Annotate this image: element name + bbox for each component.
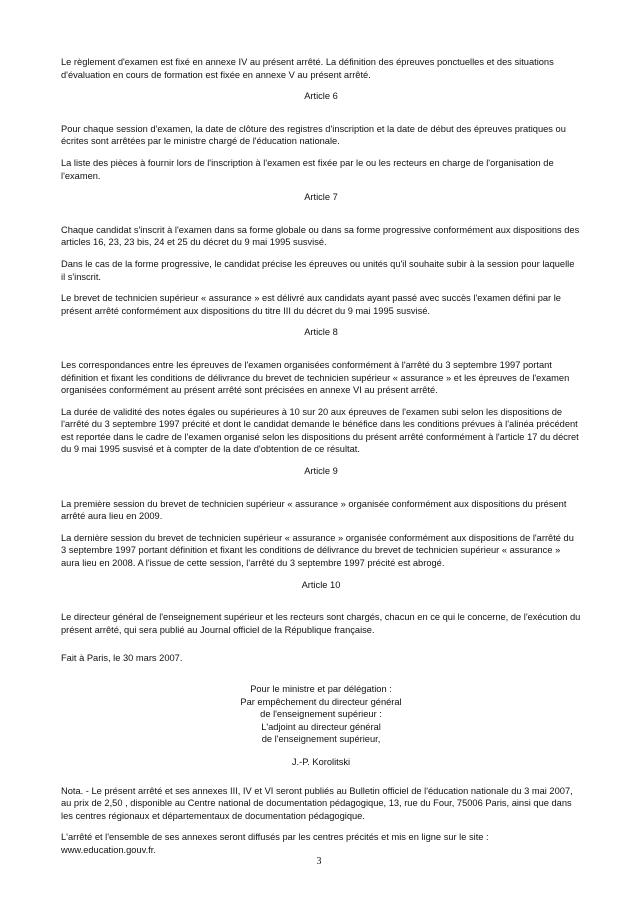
article-6-heading: Article 6: [304, 91, 338, 102]
signature-line: de l'enseignement supérieur :: [260, 709, 382, 720]
paragraph: La liste des pièces à fournir lors de l'inscription à l'examen est fixée par le ou les recteurs en charge de l'organisation de l'examen.: [61, 157, 554, 181]
signature-line: Par empêchement du directeur général: [240, 696, 402, 707]
signature-line: L'adjoint au directeur général: [261, 721, 381, 732]
paragraph: Dans le cas de la forme progressive, le candidat précise les épreuves ou unités qu'il souhaite subir à la session pour laquelle il s'inscrit.: [61, 258, 575, 282]
document-page: [61, 56, 581, 866]
signature-line: Pour le ministre et par délégation :: [250, 684, 392, 694]
paragraph: Le brevet de technicien supérieur « assurance » est délivré aux candidats ayant passé avec succès l'examen défini par le présent arrêté conformément aux dispositions du titre III du décret du 9 mai 1995 susvisé.: [61, 293, 561, 316]
page-number: 3: [316, 856, 322, 867]
signature-line: de l'enseignement supérieur,: [261, 734, 381, 745]
paragraph: Chaque candidat s'inscrit à l'examen dans sa forme globale ou dans sa forme progressive conformément aux dispositions des articles 16, 23, 23 bis, 24 et 25 du décret du 9 mai 1995 susvisé.: [61, 224, 580, 248]
paragraph: Le directeur général de l'enseignement supérieur et les recteurs sont chargés, chacun en ce qui le concerne, de l'exécution du présent arrêté, qui sera publié au Journal officiel de la République française.: [61, 612, 581, 635]
paragraph: La première session du brevet de technicien supérieur « assurance » organisée conformément aux dispositions du présent arrêté aura lieu en 2009.: [61, 498, 567, 522]
article-9-heading: Article 9: [304, 466, 338, 477]
paragraph: La durée de validité des notes égales ou supérieures à 10 sur 20 aux épreuves de l'examen subi selon les dispositions de l'arrêté du 3 septembre 1997 précité et dont le candidat demande le bénéfice dans les conditions prévues à l'alinéa précédent est reportée dans le cadre de l'examen organisé selon les dispositions du présent arrêté conformément à l'article 17 du décret du 9 mai 1995 susvisé et à compter de la date d'obtention de ce résultat.: [61, 406, 579, 455]
nota-paragraph: L'arrêté et l'ensemble de ses annexes seront diffusés par les centres précités et mis en ligne sur le site : www.education.gouv.fr.: [61, 832, 489, 855]
paragraph: Les correspondances entre les épreuves de l'examen organisées conformément à l'arrêté du 3 septembre 1997 portant définition et fixant les conditions de délivrance du brevet de technicien supérieur « assurance » et les épreuves de l'examen organisées conformément au présent arrêté sont précisées en annexe VI au présent arrêté.: [61, 359, 570, 396]
date-line: Fait à Paris, le 30 mars 2007.: [61, 653, 183, 664]
signatory-name: J.-P. Korolitski: [291, 756, 351, 767]
article-8-heading: Article 8: [304, 327, 338, 338]
paragraph: La dernière session du brevet de technicien supérieur « assurance » organisée conformément aux dispositions de l'arrêté du 3 septembre 1997 portant définition et fixant les conditions de délivrance du brevet de technicien supérieur « assurance » aura lieu en 2008. A l'issue de cette session, l'arrêté du 3 septembre 1997 précité est abrogé.: [61, 532, 574, 569]
nota-paragraph: Nota. - Le présent arrêté et ses annexes III, IV et VI seront publiés au Bulletin officiel de l'éducation nationale du 3 mai 2007, au prix de 2,50 , disponible au Centre national de documentation pédagogique, 13, rue du Four, 75006 Paris, ainsi que dans les centres régionaux et départementaux de documentation pédagogique.: [61, 785, 573, 821]
article-10-heading: Article 10: [301, 579, 341, 590]
paragraph: Le règlement d'examen est fixé en annexe IV au présent arrêté. La définition des épreuves ponctuelles et des situations d'évaluation en cours de formation est fixée en annexe V au présent arrêté.: [61, 57, 554, 80]
signature-block: [61, 683, 581, 746]
paragraph: Pour chaque session d'examen, la date de clôture des registres d'inscription et la date de début des épreuves pratiques ou écrites sont arrêtées par le ministre chargé de l'éducation nationale.: [61, 123, 566, 147]
article-7-heading: Article 7: [304, 192, 338, 203]
